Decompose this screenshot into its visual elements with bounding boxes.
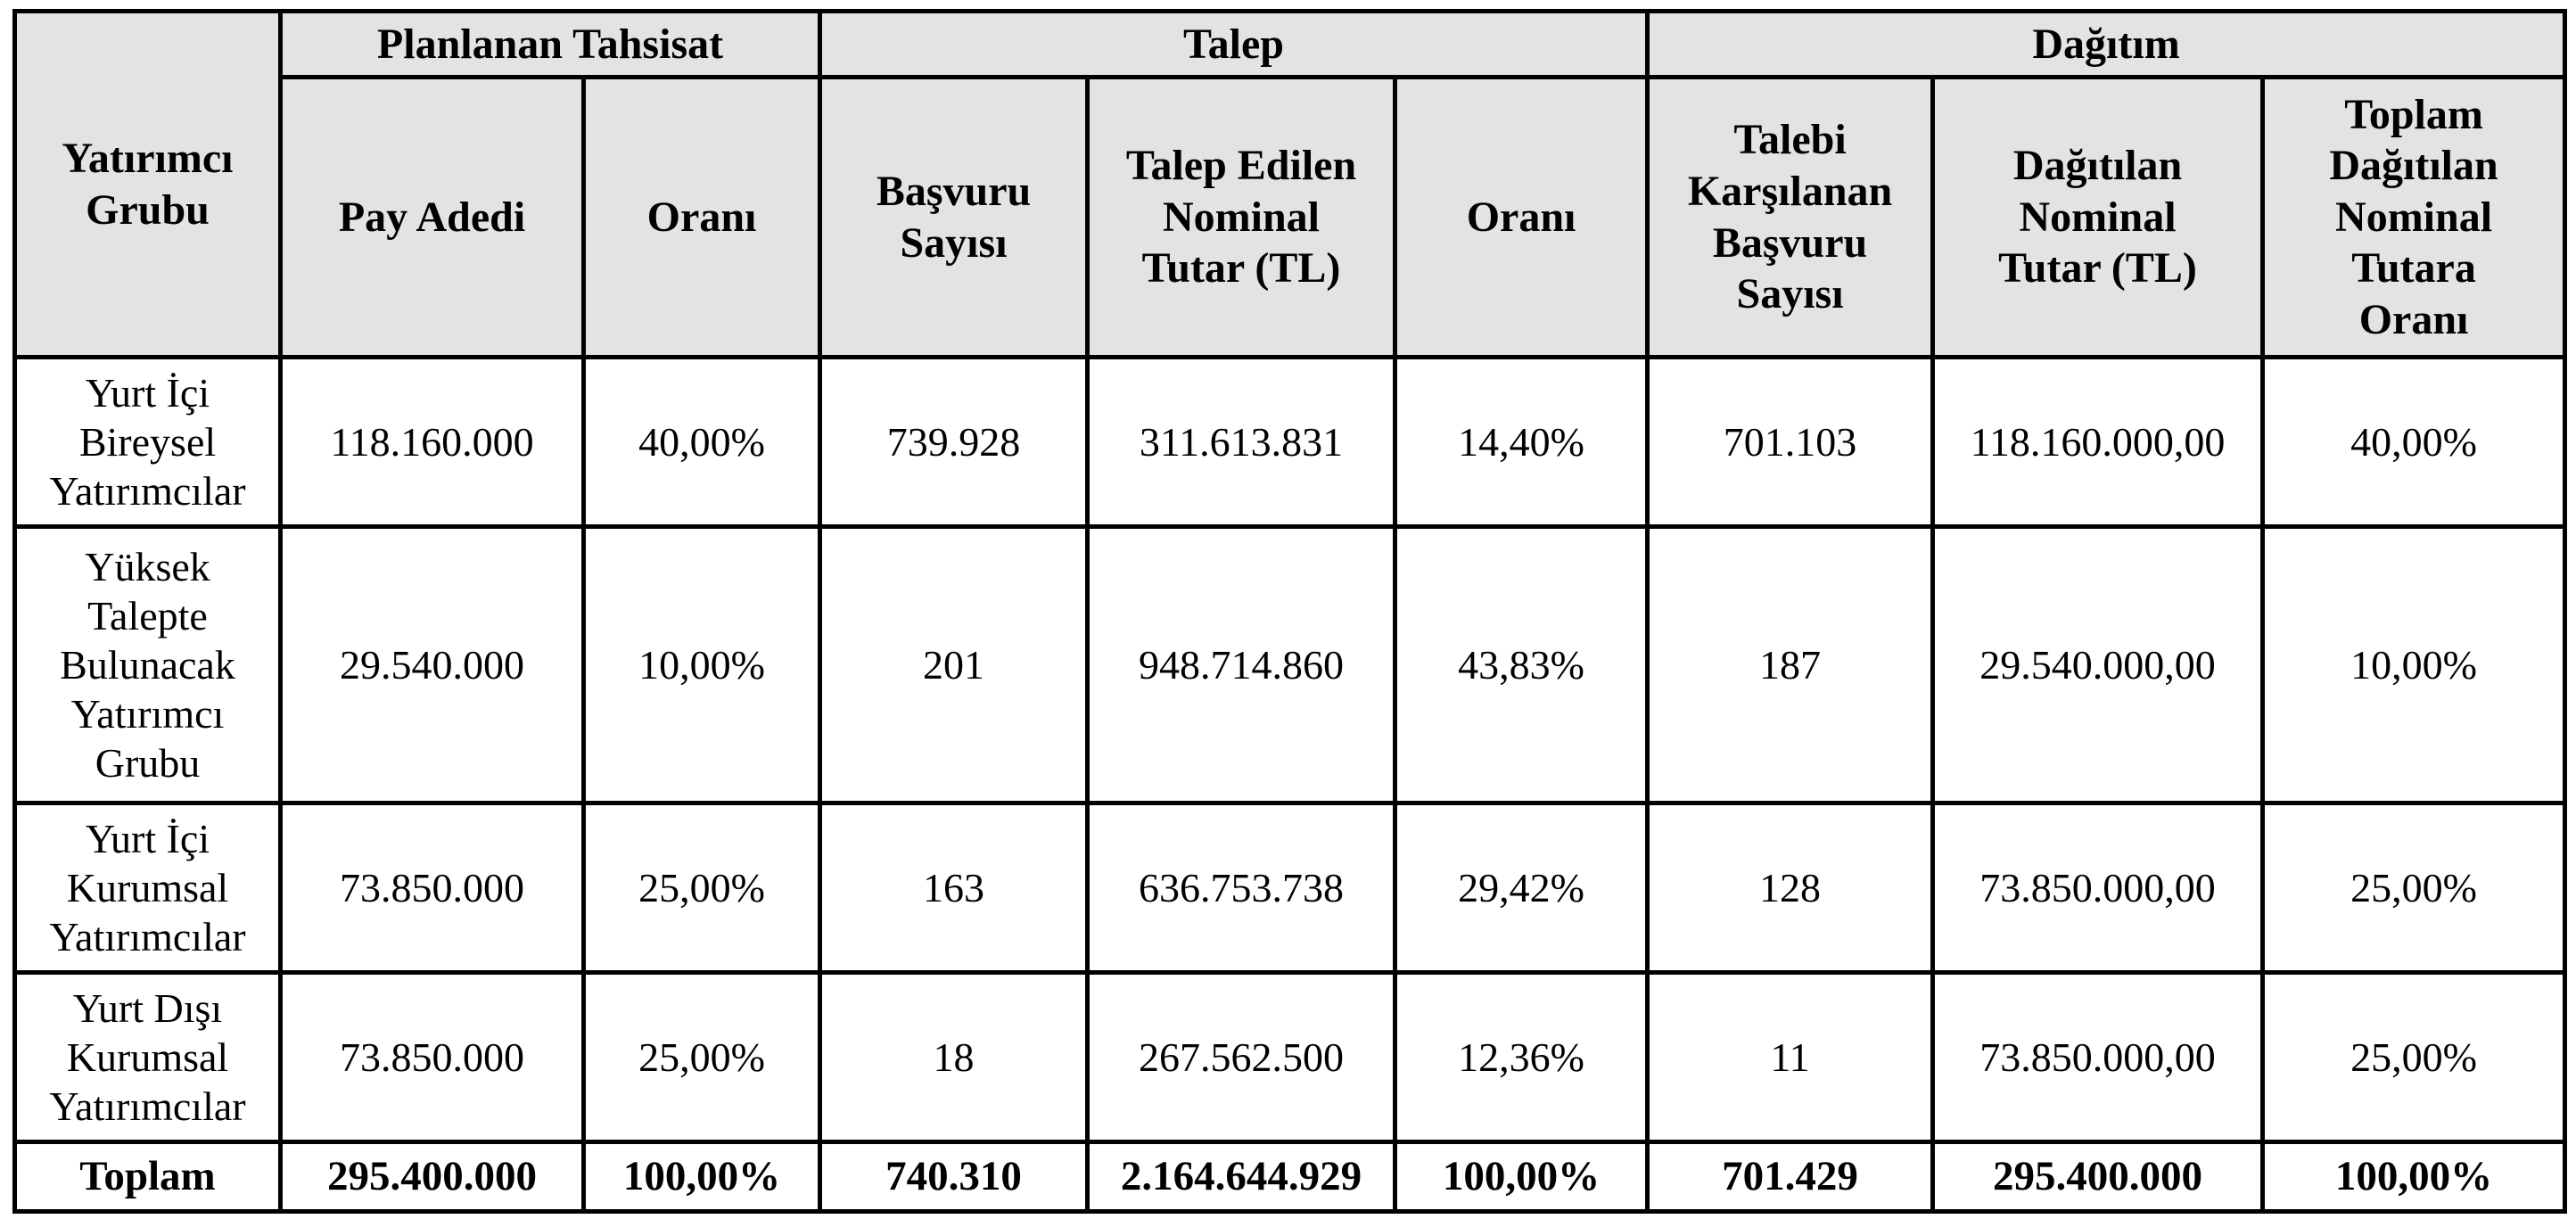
planned-ratio-cell: 25,00%	[584, 803, 820, 973]
distributed-ratio-cell: 40,00%	[2263, 358, 2565, 527]
investor-group-header: Yatırımcı Grubu	[15, 12, 281, 358]
distributed-nominal-header: Dağıtılan Nominal Tutar (TL)	[1933, 78, 2263, 358]
fulfilled-applications-cell: 11	[1648, 973, 1933, 1142]
group-header-row	[15, 12, 2565, 78]
total-label: Toplam	[15, 1142, 281, 1212]
distribution-header: Dağıtım	[1648, 12, 2565, 78]
total-row	[15, 1142, 2565, 1212]
application-count-cell: 163	[820, 803, 1088, 973]
demand-ratio-cell: 12,36%	[1395, 973, 1648, 1142]
table-row	[15, 803, 2565, 973]
share-count-cell: 118.160.000	[281, 358, 584, 527]
requested-nominal-cell: 948.714.860	[1088, 527, 1395, 803]
table-row	[15, 973, 2565, 1142]
row-label: Yüksek Talepte Bulunacak Yatırımcı Grubu	[15, 527, 281, 803]
distributed-nominal-cell: 73.850.000,00	[1933, 973, 2263, 1142]
fulfilled-applications-header: Talebi Karşılanan Başvuru Sayısı	[1648, 78, 1933, 358]
application-count-cell: 18	[820, 973, 1088, 1142]
planned-ratio-cell: 25,00%	[584, 973, 820, 1142]
total-distributed-nominal: 295.400.000	[1933, 1142, 2263, 1212]
total-planned-ratio: 100,00%	[584, 1142, 820, 1212]
planned-allocation-header: Planlanan Tahsisat	[281, 12, 820, 78]
share-count-header: Pay Adedi	[281, 78, 584, 358]
demand-ratio-header: Oranı	[1395, 78, 1648, 358]
share-count-cell: 73.850.000	[281, 803, 584, 973]
application-count-header: Başvuru Sayısı	[820, 78, 1088, 358]
row-label: Yurt İçi Bireysel Yatırımcılar	[15, 358, 281, 527]
row-label: Yurt İçi Kurumsal Yatırımcılar	[15, 803, 281, 973]
fulfilled-applications-cell: 187	[1648, 527, 1933, 803]
planned-ratio-cell: 10,00%	[584, 527, 820, 803]
requested-nominal-header: Talep Edilen Nominal Tutar (TL)	[1088, 78, 1395, 358]
total-fulfilled-applications: 701.429	[1648, 1142, 1933, 1212]
table-row	[15, 527, 2565, 803]
row-label: Yurt Dışı Kurumsal Yatırımcılar	[15, 973, 281, 1142]
total-demand-ratio: 100,00%	[1395, 1142, 1648, 1212]
demand-header: Talep	[820, 12, 1648, 78]
demand-ratio-cell: 29,42%	[1395, 803, 1648, 973]
distributed-ratio-cell: 25,00%	[2263, 973, 2565, 1142]
application-count-cell: 739.928	[820, 358, 1088, 527]
distributed-nominal-cell: 29.540.000,00	[1933, 527, 2263, 803]
fulfilled-applications-cell: 128	[1648, 803, 1933, 973]
distributed-ratio-header: Toplam Dağıtılan Nominal Tutara Oranı	[2263, 78, 2565, 358]
distributed-ratio-cell: 10,00%	[2263, 527, 2565, 803]
requested-nominal-cell: 636.753.738	[1088, 803, 1395, 973]
planned-ratio-header: Oranı	[584, 78, 820, 358]
total-application-count: 740.310	[820, 1142, 1088, 1212]
requested-nominal-cell: 311.613.831	[1088, 358, 1395, 527]
demand-ratio-cell: 43,83%	[1395, 527, 1648, 803]
total-share-count: 295.400.000	[281, 1142, 584, 1212]
column-header-row	[15, 78, 2565, 358]
distributed-nominal-cell: 73.850.000,00	[1933, 803, 2263, 973]
share-count-cell: 29.540.000	[281, 527, 584, 803]
application-count-cell: 201	[820, 527, 1088, 803]
planned-ratio-cell: 40,00%	[584, 358, 820, 527]
share-count-cell: 73.850.000	[281, 973, 584, 1142]
allocation-table	[12, 9, 2567, 1214]
requested-nominal-cell: 267.562.500	[1088, 973, 1395, 1142]
fulfilled-applications-cell: 701.103	[1648, 358, 1933, 527]
table-row	[15, 358, 2565, 527]
distributed-nominal-cell: 118.160.000,00	[1933, 358, 2263, 527]
total-requested-nominal: 2.164.644.929	[1088, 1142, 1395, 1212]
distributed-ratio-cell: 25,00%	[2263, 803, 2565, 973]
total-distributed-ratio: 100,00%	[2263, 1142, 2565, 1212]
demand-ratio-cell: 14,40%	[1395, 358, 1648, 527]
